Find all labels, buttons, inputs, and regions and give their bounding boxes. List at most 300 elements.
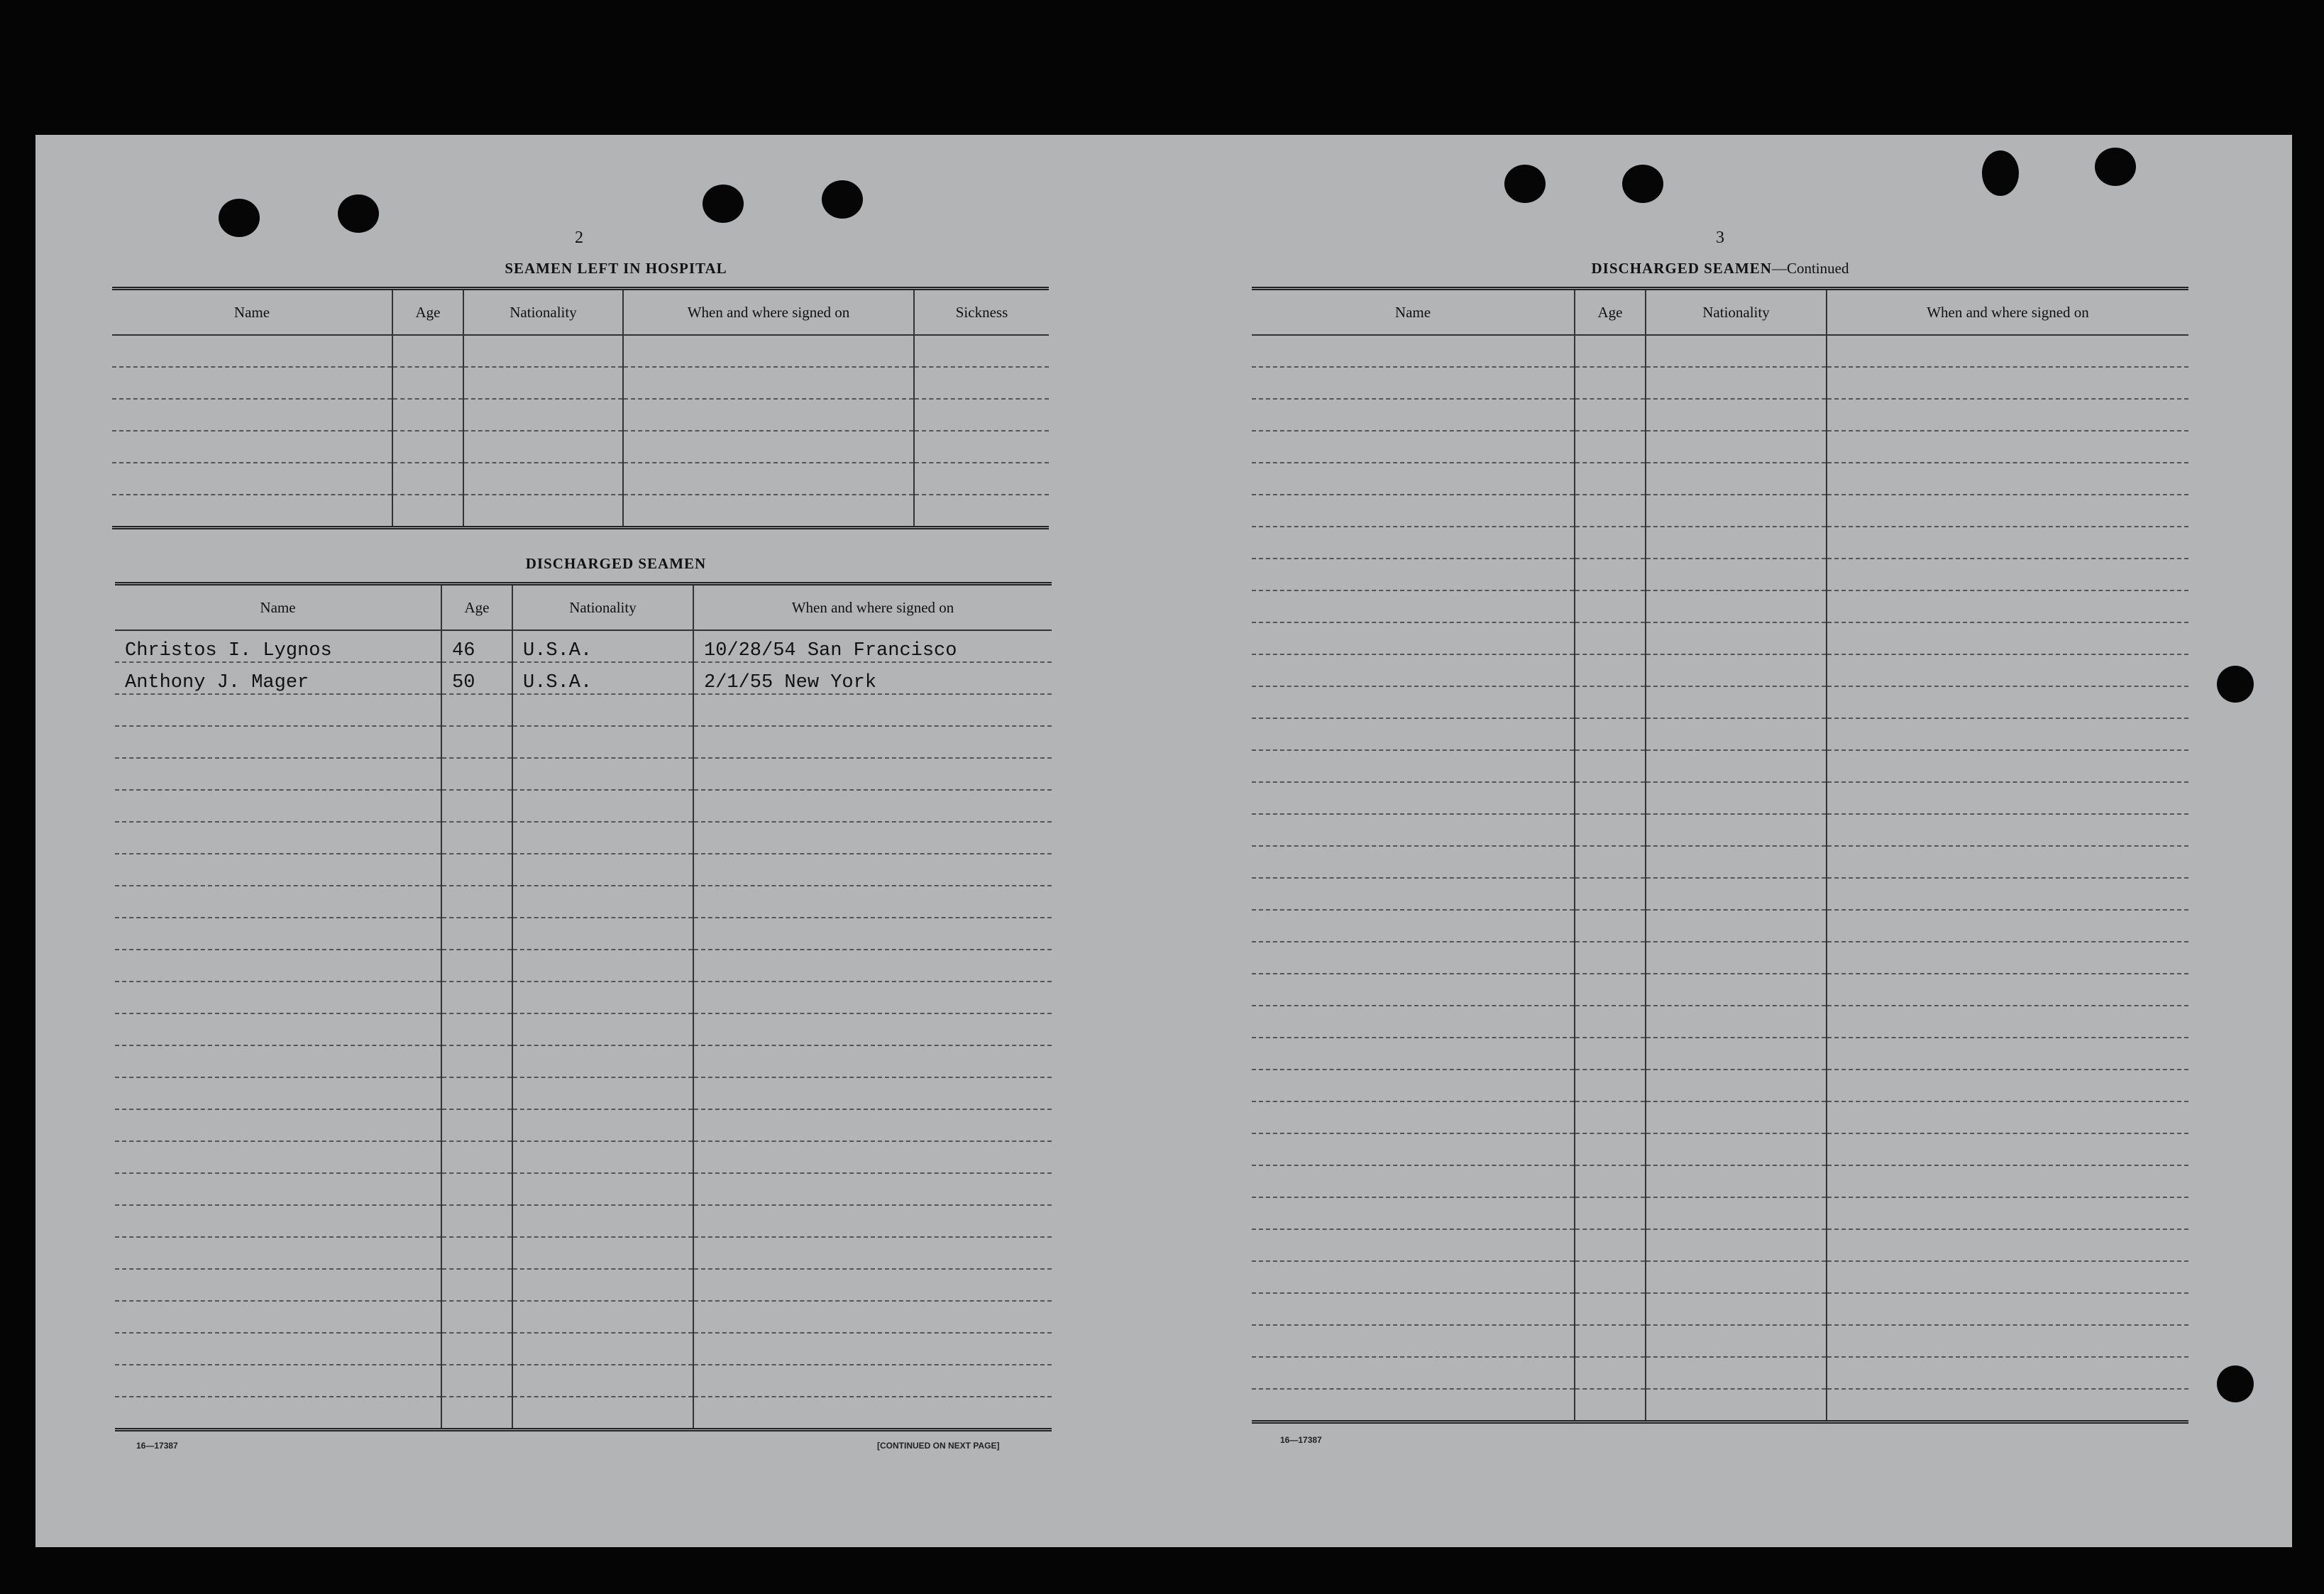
table-cell (1827, 367, 2188, 399)
table-row (115, 1301, 1052, 1333)
punch-hole (2217, 666, 2254, 703)
table-row (1252, 1293, 2188, 1325)
table-cell (441, 854, 512, 886)
table-row (1252, 1229, 2188, 1261)
table-cell (512, 918, 693, 950)
table-cell (392, 495, 463, 528)
table-cell (441, 822, 512, 854)
table-cell (441, 1237, 512, 1269)
table-cell (1575, 814, 1646, 846)
table-cell (1252, 1165, 1575, 1197)
table-cell (1827, 686, 2188, 718)
punch-hole (2217, 1365, 2254, 1402)
table-cell (115, 1109, 441, 1141)
table-cell (1827, 1038, 2188, 1070)
table-cell (441, 918, 512, 950)
table-row (115, 918, 1052, 950)
table-cell (1646, 654, 1827, 686)
table-cell (693, 982, 1052, 1013)
table-row (1252, 431, 2188, 463)
table-cell (115, 854, 441, 886)
table-cell (512, 726, 693, 758)
table-row (1252, 814, 2188, 846)
page-number: 3 (1716, 229, 1724, 247)
table-cell (1827, 654, 2188, 686)
table-row (1252, 750, 2188, 782)
table-cell (463, 463, 623, 495)
table-cell (914, 495, 1049, 528)
table-cell (1252, 942, 1575, 974)
left-page (35, 135, 1164, 1547)
table-cell (693, 1173, 1052, 1205)
table-cell: 2/1/55 New York (693, 662, 1052, 694)
table-cell (914, 399, 1049, 431)
table-row (1252, 1357, 2188, 1389)
table-cell (392, 399, 463, 431)
table-cell (693, 694, 1052, 726)
table-row (115, 694, 1052, 726)
table-cell (115, 694, 441, 726)
table-cell (1575, 910, 1646, 942)
table-cell (1575, 654, 1646, 686)
table-row (1252, 1038, 2188, 1070)
column-header: Age (1575, 289, 1646, 336)
table-cell (463, 367, 623, 399)
table-row (112, 431, 1049, 463)
table-cell (1252, 750, 1575, 782)
form-number: 16—17387 (1280, 1435, 1322, 1445)
table-cell (1827, 942, 2188, 974)
table-cell (693, 918, 1052, 950)
table-cell (1252, 1357, 1575, 1389)
table-cell (1646, 910, 1827, 942)
table-cell (1646, 431, 1827, 463)
right-page (1164, 135, 2292, 1547)
table-row (115, 1109, 1052, 1141)
title-main: DISCHARGED SEAMEN (1591, 260, 1772, 277)
table-cell (512, 758, 693, 790)
table-cell (1575, 1357, 1646, 1389)
table-cell (1646, 1325, 1827, 1357)
table-cell (693, 1333, 1052, 1365)
table-row (115, 1365, 1052, 1397)
table-row (1252, 1070, 2188, 1101)
table-cell (512, 1397, 693, 1430)
table-cell (623, 495, 914, 528)
table-cell (1646, 814, 1827, 846)
table-cell (693, 886, 1052, 918)
table-cell (512, 950, 693, 982)
table-cell (1827, 1389, 2188, 1422)
table-cell (1252, 814, 1575, 846)
column-header: Name (115, 584, 441, 631)
table-cell (512, 1109, 693, 1141)
table-row (1252, 527, 2188, 559)
table-cell (1252, 495, 1575, 527)
column-header: When and where signed on (693, 584, 1052, 631)
table-row (115, 1141, 1052, 1173)
table-cell (1827, 1293, 2188, 1325)
punch-hole (1504, 165, 1546, 203)
table-cell (392, 367, 463, 399)
form-number: 16—17387 (136, 1441, 178, 1451)
table-cell (1252, 1070, 1575, 1101)
table-cell (115, 758, 441, 790)
table-row (115, 758, 1052, 790)
table-cell (1575, 527, 1646, 559)
table-cell (1827, 431, 2188, 463)
table-row (1252, 399, 2188, 431)
table-cell (914, 335, 1049, 367)
table-cell (1252, 367, 1575, 399)
table-cell (1252, 1101, 1575, 1133)
table-cell (1252, 335, 1575, 367)
table-row (1252, 686, 2188, 718)
table-cell (463, 399, 623, 431)
table-cell (1252, 527, 1575, 559)
column-header: Name (1252, 289, 1575, 336)
table-row (1252, 1197, 2188, 1229)
table-cell (441, 1045, 512, 1077)
table-cell (1646, 590, 1827, 622)
table-cell (1646, 878, 1827, 910)
column-header: Nationality (1646, 289, 1827, 336)
table-cell (693, 1109, 1052, 1141)
table-cell (1827, 846, 2188, 878)
table-cell (1827, 1325, 2188, 1357)
table-cell (1646, 463, 1827, 495)
table-row (115, 1333, 1052, 1365)
table-cell (512, 1365, 693, 1397)
table-row (115, 1205, 1052, 1237)
table-cell (512, 982, 693, 1013)
table-cell (693, 1397, 1052, 1430)
table-cell (1252, 1229, 1575, 1261)
table-cell (112, 495, 392, 528)
punch-hole (703, 185, 744, 223)
table-cell (1252, 974, 1575, 1006)
table-cell (1252, 1261, 1575, 1293)
table-row (115, 630, 1052, 662)
table-cell: Christos I. Lygnos (115, 630, 441, 662)
table-cell (441, 1333, 512, 1365)
table-cell (1575, 1038, 1646, 1070)
table-cell (693, 790, 1052, 822)
table-cell (115, 950, 441, 982)
table-cell (392, 431, 463, 463)
hospital-table (112, 287, 1049, 529)
table-cell (1827, 1261, 2188, 1293)
table-cell (1827, 814, 2188, 846)
table-cell (115, 1397, 441, 1430)
table-cell (1575, 1229, 1646, 1261)
table-cell (1646, 367, 1827, 399)
column-header: Name (112, 289, 392, 336)
table-cell (1252, 910, 1575, 942)
table-cell (441, 1205, 512, 1237)
table-row (1252, 367, 2188, 399)
table-cell (1827, 910, 2188, 942)
table-cell (1646, 782, 1827, 814)
table-cell (1646, 718, 1827, 750)
table-cell (1252, 622, 1575, 654)
table-row (115, 1397, 1052, 1430)
table-cell (693, 1077, 1052, 1109)
table-cell (1827, 974, 2188, 1006)
table-cell (623, 431, 914, 463)
table-cell: 46 (441, 630, 512, 662)
table-cell (115, 918, 441, 950)
table-cell (1252, 718, 1575, 750)
table-cell (512, 694, 693, 726)
table-row (1252, 622, 2188, 654)
table-cell (441, 790, 512, 822)
table-cell (1646, 1006, 1827, 1038)
table-cell (1575, 1293, 1646, 1325)
table-cell (1575, 622, 1646, 654)
table-cell (1646, 1357, 1827, 1389)
table-cell (441, 1013, 512, 1045)
table-row (115, 886, 1052, 918)
table-cell (1827, 399, 2188, 431)
table-cell (441, 726, 512, 758)
table-cell (1827, 1165, 2188, 1197)
table-cell (115, 726, 441, 758)
table-cell (441, 1109, 512, 1141)
table-row (1252, 942, 2188, 974)
table-cell (693, 1205, 1052, 1237)
table-cell (1575, 335, 1646, 367)
table-cell (1575, 750, 1646, 782)
table-cell (463, 431, 623, 463)
table-cell (115, 1173, 441, 1205)
table-cell (512, 1173, 693, 1205)
table-cell (512, 1237, 693, 1269)
table-cell (914, 463, 1049, 495)
table-row (115, 790, 1052, 822)
table-row (1252, 1389, 2188, 1422)
table-row (1252, 654, 2188, 686)
table-cell (1575, 1165, 1646, 1197)
table-cell (1646, 1133, 1827, 1165)
table-cell (1646, 1070, 1827, 1101)
table-cell (512, 1333, 693, 1365)
table-cell (1575, 1070, 1646, 1101)
table-cell (512, 1205, 693, 1237)
table-cell (1575, 718, 1646, 750)
table-row (1252, 463, 2188, 495)
table-cell: Anthony J. Mager (115, 662, 441, 694)
table-cell (1646, 335, 1827, 367)
table-cell (1252, 782, 1575, 814)
table-cell (1646, 527, 1827, 559)
table-cell (1646, 399, 1827, 431)
table-row (115, 1013, 1052, 1045)
table-cell (1827, 590, 2188, 622)
table-cell (1827, 495, 2188, 527)
table-cell (1827, 1101, 2188, 1133)
table-cell (112, 399, 392, 431)
table-cell (1252, 1006, 1575, 1038)
table-cell (115, 982, 441, 1013)
table-row (115, 982, 1052, 1013)
table-cell (441, 1269, 512, 1301)
table-cell (463, 335, 623, 367)
table-cell (1252, 399, 1575, 431)
table-cell (1252, 654, 1575, 686)
table-row (1252, 1133, 2188, 1165)
table-cell (1646, 622, 1827, 654)
table-cell (1827, 463, 2188, 495)
column-header: When and where signed on (1827, 289, 2188, 336)
table-cell (441, 758, 512, 790)
table-cell (115, 1045, 441, 1077)
table-cell (1646, 1197, 1827, 1229)
table-cell (115, 790, 441, 822)
continued-note: [CONTINUED ON NEXT PAGE] (877, 1441, 1000, 1451)
table-cell (115, 1077, 441, 1109)
discharged-section-title: DISCHARGED SEAMEN (525, 555, 707, 572)
ledger-sheet (35, 135, 2292, 1547)
punch-hole (822, 180, 863, 219)
table-cell (1252, 846, 1575, 878)
table-cell (1575, 1006, 1646, 1038)
table-cell (693, 1045, 1052, 1077)
table-cell (112, 463, 392, 495)
table-row (1252, 1101, 2188, 1133)
table-cell (1646, 974, 1827, 1006)
table-cell (693, 1301, 1052, 1333)
table-row (1252, 1165, 2188, 1197)
table-row (115, 1077, 1052, 1109)
table-row (112, 495, 1049, 528)
table-cell (693, 1141, 1052, 1173)
table-cell (115, 1013, 441, 1045)
table-cell (441, 1141, 512, 1173)
table-row (115, 1173, 1052, 1205)
table-cell (512, 854, 693, 886)
table-cell (1575, 878, 1646, 910)
table-cell (1827, 1006, 2188, 1038)
column-header: Sickness (914, 289, 1049, 336)
table-cell (512, 1301, 693, 1333)
table-cell: U.S.A. (512, 662, 693, 694)
table-cell (512, 1045, 693, 1077)
table-row (115, 1269, 1052, 1301)
table-cell (115, 1269, 441, 1301)
table-cell (112, 335, 392, 367)
table-row (115, 662, 1052, 694)
column-header: Age (441, 584, 512, 631)
table-cell (112, 367, 392, 399)
table-cell (1827, 622, 2188, 654)
table-cell (115, 1141, 441, 1173)
table-row (112, 399, 1049, 431)
table-cell (1827, 335, 2188, 367)
table-cell (512, 822, 693, 854)
hospital-section-title: SEAMEN LEFT IN HOSPITAL (505, 260, 727, 277)
table-cell (1827, 1357, 2188, 1389)
table-cell (115, 1205, 441, 1237)
table-cell (1252, 1197, 1575, 1229)
table-cell (1575, 1101, 1646, 1133)
table-row (1252, 1325, 2188, 1357)
table-cell (1827, 782, 2188, 814)
table-cell (623, 399, 914, 431)
table-cell (1827, 1133, 2188, 1165)
table-cell (693, 1237, 1052, 1269)
table-cell: 50 (441, 662, 512, 694)
table-row (115, 1045, 1052, 1077)
table-cell (1575, 942, 1646, 974)
table-cell (441, 950, 512, 982)
table-cell (441, 1077, 512, 1109)
table-row (115, 854, 1052, 886)
table-cell (1646, 686, 1827, 718)
table-cell (392, 463, 463, 495)
table-cell (1575, 559, 1646, 590)
table-cell (441, 1301, 512, 1333)
table-cell (512, 790, 693, 822)
table-cell (1827, 1197, 2188, 1229)
table-cell (1827, 1229, 2188, 1261)
table-row (112, 463, 1049, 495)
table-row (1252, 910, 2188, 942)
table-cell (392, 335, 463, 367)
punch-hole (338, 194, 379, 233)
table-cell (1575, 431, 1646, 463)
table-cell (1646, 495, 1827, 527)
punch-hole (1982, 150, 2019, 196)
column-header: Nationality (463, 289, 623, 336)
table-cell (693, 950, 1052, 982)
table-row (1252, 495, 2188, 527)
table-row (112, 367, 1049, 399)
page-number: 2 (575, 229, 583, 247)
title-continued: —Continued (1771, 260, 1849, 277)
table-cell (1827, 878, 2188, 910)
table-cell (693, 822, 1052, 854)
table-cell (693, 758, 1052, 790)
table-row (1252, 718, 2188, 750)
table-cell (1252, 1325, 1575, 1357)
table-row (115, 822, 1052, 854)
table-cell (441, 886, 512, 918)
table-row (115, 726, 1052, 758)
table-cell (512, 1141, 693, 1173)
table-cell (112, 431, 392, 463)
table-cell (914, 431, 1049, 463)
table-cell (1646, 846, 1827, 878)
table-cell (1827, 750, 2188, 782)
table-cell (1646, 1101, 1827, 1133)
table-cell (693, 1269, 1052, 1301)
discharged-continued-table (1252, 287, 2188, 1424)
table-cell (1252, 1133, 1575, 1165)
table-cell (441, 1397, 512, 1430)
table-cell (441, 982, 512, 1013)
table-cell (623, 335, 914, 367)
table-cell (1575, 399, 1646, 431)
table-cell (1575, 590, 1646, 622)
table-cell (623, 367, 914, 399)
table-cell (1575, 782, 1646, 814)
table-cell (1575, 463, 1646, 495)
table-cell (1575, 686, 1646, 718)
table-cell (115, 886, 441, 918)
table-cell (115, 1333, 441, 1365)
table-cell: U.S.A. (512, 630, 693, 662)
